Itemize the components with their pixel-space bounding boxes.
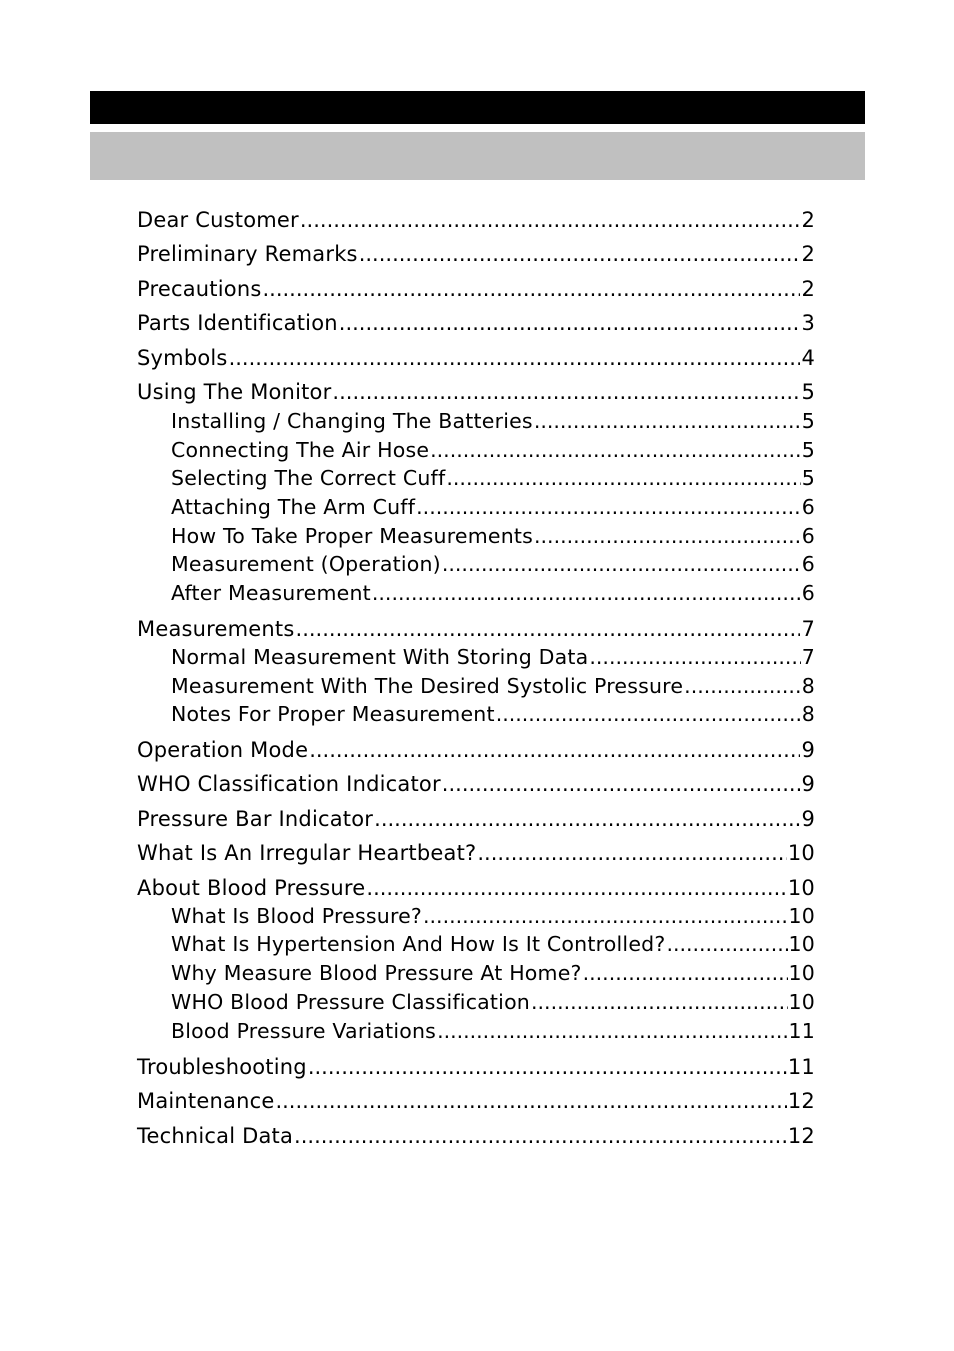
toc-entry-title: Using The Monitor	[137, 380, 332, 404]
toc-entry-title: Maintenance	[137, 1089, 275, 1113]
toc-subentry	[171, 644, 815, 670]
toc-dot-leader	[296, 616, 801, 642]
toc-entry-title: Precautions	[137, 277, 262, 301]
toc-entry-page-number: 5	[801, 438, 815, 462]
toc-entry-title: Troubleshooting	[137, 1055, 307, 1079]
toc-entry-title: Notes For Proper Measurement	[171, 702, 495, 726]
toc-entry-title: Installing / Changing The Batteries	[171, 409, 533, 433]
toc-subentry	[171, 580, 815, 606]
toc-entry-page-number: 8	[801, 702, 815, 726]
toc-dot-leader	[332, 379, 800, 405]
toc-dot-leader	[262, 276, 800, 302]
toc-entry-page-number: 10	[788, 932, 815, 956]
toc-entry-page-number: 6	[801, 581, 815, 605]
toc-dot-leader	[423, 903, 787, 929]
toc-dot-leader	[309, 737, 800, 763]
toc-subentry	[171, 673, 815, 699]
toc-entry-page-number: 11	[787, 1055, 815, 1079]
toc-entry-page-number: 11	[788, 1019, 815, 1043]
toc-entry	[137, 345, 815, 371]
toc-entry-page-number: 2	[801, 242, 815, 266]
toc-entry-page-number: 6	[801, 495, 815, 519]
toc-entry-page-number: 10	[788, 904, 815, 928]
toc-subentry	[171, 903, 815, 929]
toc-entry-title: Symbols	[137, 346, 228, 370]
toc-entry-page-number: 10	[787, 876, 815, 900]
toc-entry-page-number: 5	[801, 466, 815, 490]
toc-dot-leader	[300, 207, 801, 233]
toc-subentry	[171, 931, 815, 957]
toc-entry-page-number: 12	[787, 1124, 815, 1148]
toc-entry-page-number: 4	[801, 346, 815, 370]
toc-dot-leader	[229, 345, 801, 371]
toc-entry-title: What Is Hypertension And How Is It Controlled?	[171, 932, 666, 956]
toc-subentry	[171, 701, 815, 727]
toc-entry-page-number: 12	[787, 1089, 815, 1113]
toc-entry-page-number: 9	[801, 807, 815, 831]
toc-entry-title: Measurement With The Desired Systolic Pressure	[171, 674, 684, 698]
toc-entry	[137, 310, 815, 336]
toc-entry-title: Measurement (Operation)	[171, 552, 441, 576]
toc-dot-leader	[430, 437, 801, 463]
toc-entry	[137, 771, 815, 797]
toc-dot-leader	[437, 1018, 787, 1044]
toc-entry	[137, 241, 815, 267]
toc-entry-title: About Blood Pressure	[137, 876, 366, 900]
toc-entry-title: Preliminary Remarks	[137, 242, 358, 266]
toc-dot-leader	[308, 1054, 787, 1080]
toc-entry	[137, 207, 815, 233]
toc-entry-title: Measurements	[137, 617, 295, 641]
toc-entry	[137, 806, 815, 832]
toc-entry-title: Dear Customer	[137, 208, 299, 232]
toc-dot-leader	[359, 241, 801, 267]
toc-entry-page-number: 6	[801, 524, 815, 548]
toc-entry-page-number: 10	[788, 990, 815, 1014]
toc-dot-leader	[374, 806, 800, 832]
toc-entry-page-number: 8	[801, 674, 815, 698]
toc-dot-leader	[534, 523, 801, 549]
toc-dot-leader	[589, 644, 800, 670]
toc-entry-title: Technical Data	[137, 1124, 294, 1148]
toc-entry	[137, 616, 815, 642]
toc-entry-title: WHO Classification Indicator	[137, 772, 441, 796]
toc-entry-title: What Is Blood Pressure?	[171, 904, 423, 928]
toc-dot-leader	[442, 551, 801, 577]
toc-entry-page-number: 10	[787, 841, 815, 865]
toc-subentry	[171, 960, 815, 986]
toc-subentry	[171, 551, 815, 577]
toc-entry-title: Attaching The Arm Cuff	[171, 495, 416, 519]
toc-dot-leader	[446, 465, 800, 491]
toc-dot-leader	[339, 310, 801, 336]
header-black-bar	[90, 91, 865, 124]
toc-dot-leader	[531, 989, 787, 1015]
toc-dot-leader	[534, 408, 801, 434]
toc-subentry	[171, 437, 815, 463]
toc-subentry	[171, 465, 815, 491]
toc-subentry	[171, 494, 815, 520]
toc-entry-title: Parts Identification	[137, 311, 338, 335]
toc-subentry	[171, 989, 815, 1015]
toc-dot-leader	[477, 840, 787, 866]
toc-entry-title: Normal Measurement With Storing Data	[171, 645, 589, 669]
toc-dot-leader	[275, 1088, 786, 1114]
toc-entry-page-number: 2	[801, 277, 815, 301]
toc-entry-title: How To Take Proper Measurements	[171, 524, 534, 548]
toc-entry-title: After Measurement	[171, 581, 371, 605]
toc-entry	[137, 276, 815, 302]
toc-entry-title: Why Measure Blood Pressure At Home?	[171, 961, 582, 985]
toc-entry	[137, 1123, 815, 1149]
toc-entry-page-number: 2	[801, 208, 815, 232]
toc-dot-leader	[496, 701, 801, 727]
toc-entry-title: What Is An Irregular Heartbeat?	[137, 841, 477, 865]
toc-dot-leader	[416, 494, 801, 520]
toc-subentry	[171, 408, 815, 434]
toc-entry-page-number: 9	[801, 738, 815, 762]
toc-entry	[137, 737, 815, 763]
toc-entry-title: Operation Mode	[137, 738, 309, 762]
toc-entry-page-number: 9	[801, 772, 815, 796]
toc-entry-page-number: 10	[788, 961, 815, 985]
toc-dot-leader	[294, 1123, 787, 1149]
toc-entry-page-number: 5	[801, 380, 815, 404]
toc-entry-title: Selecting The Correct Cuff	[171, 466, 446, 490]
toc-dot-leader	[684, 673, 801, 699]
toc-entry	[137, 1054, 815, 1080]
toc-entry-page-number: 7	[801, 645, 815, 669]
toc-entry-title: Connecting The Air Hose	[171, 438, 430, 462]
toc-entry	[137, 840, 815, 866]
toc-entry-page-number: 6	[801, 552, 815, 576]
toc-entry-title: WHO Blood Pressure Classification	[171, 990, 531, 1014]
toc-entry-page-number: 3	[801, 311, 815, 335]
toc-dot-leader	[366, 875, 786, 901]
toc-dot-leader	[583, 960, 788, 986]
toc-entry-title: Blood Pressure Variations	[171, 1019, 437, 1043]
toc-entry	[137, 875, 815, 901]
toc-dot-leader	[372, 580, 801, 606]
toc-entry-page-number: 5	[801, 409, 815, 433]
header-gray-bar	[90, 132, 865, 180]
toc-entry-page-number: 7	[801, 617, 815, 641]
toc-subentry	[171, 523, 815, 549]
toc-entry	[137, 379, 815, 405]
toc-subentry	[171, 1018, 815, 1044]
toc-dot-leader	[666, 931, 787, 957]
toc-entry-title: Pressure Bar Indicator	[137, 807, 374, 831]
toc-dot-leader	[442, 771, 801, 797]
toc-entry	[137, 1088, 815, 1114]
